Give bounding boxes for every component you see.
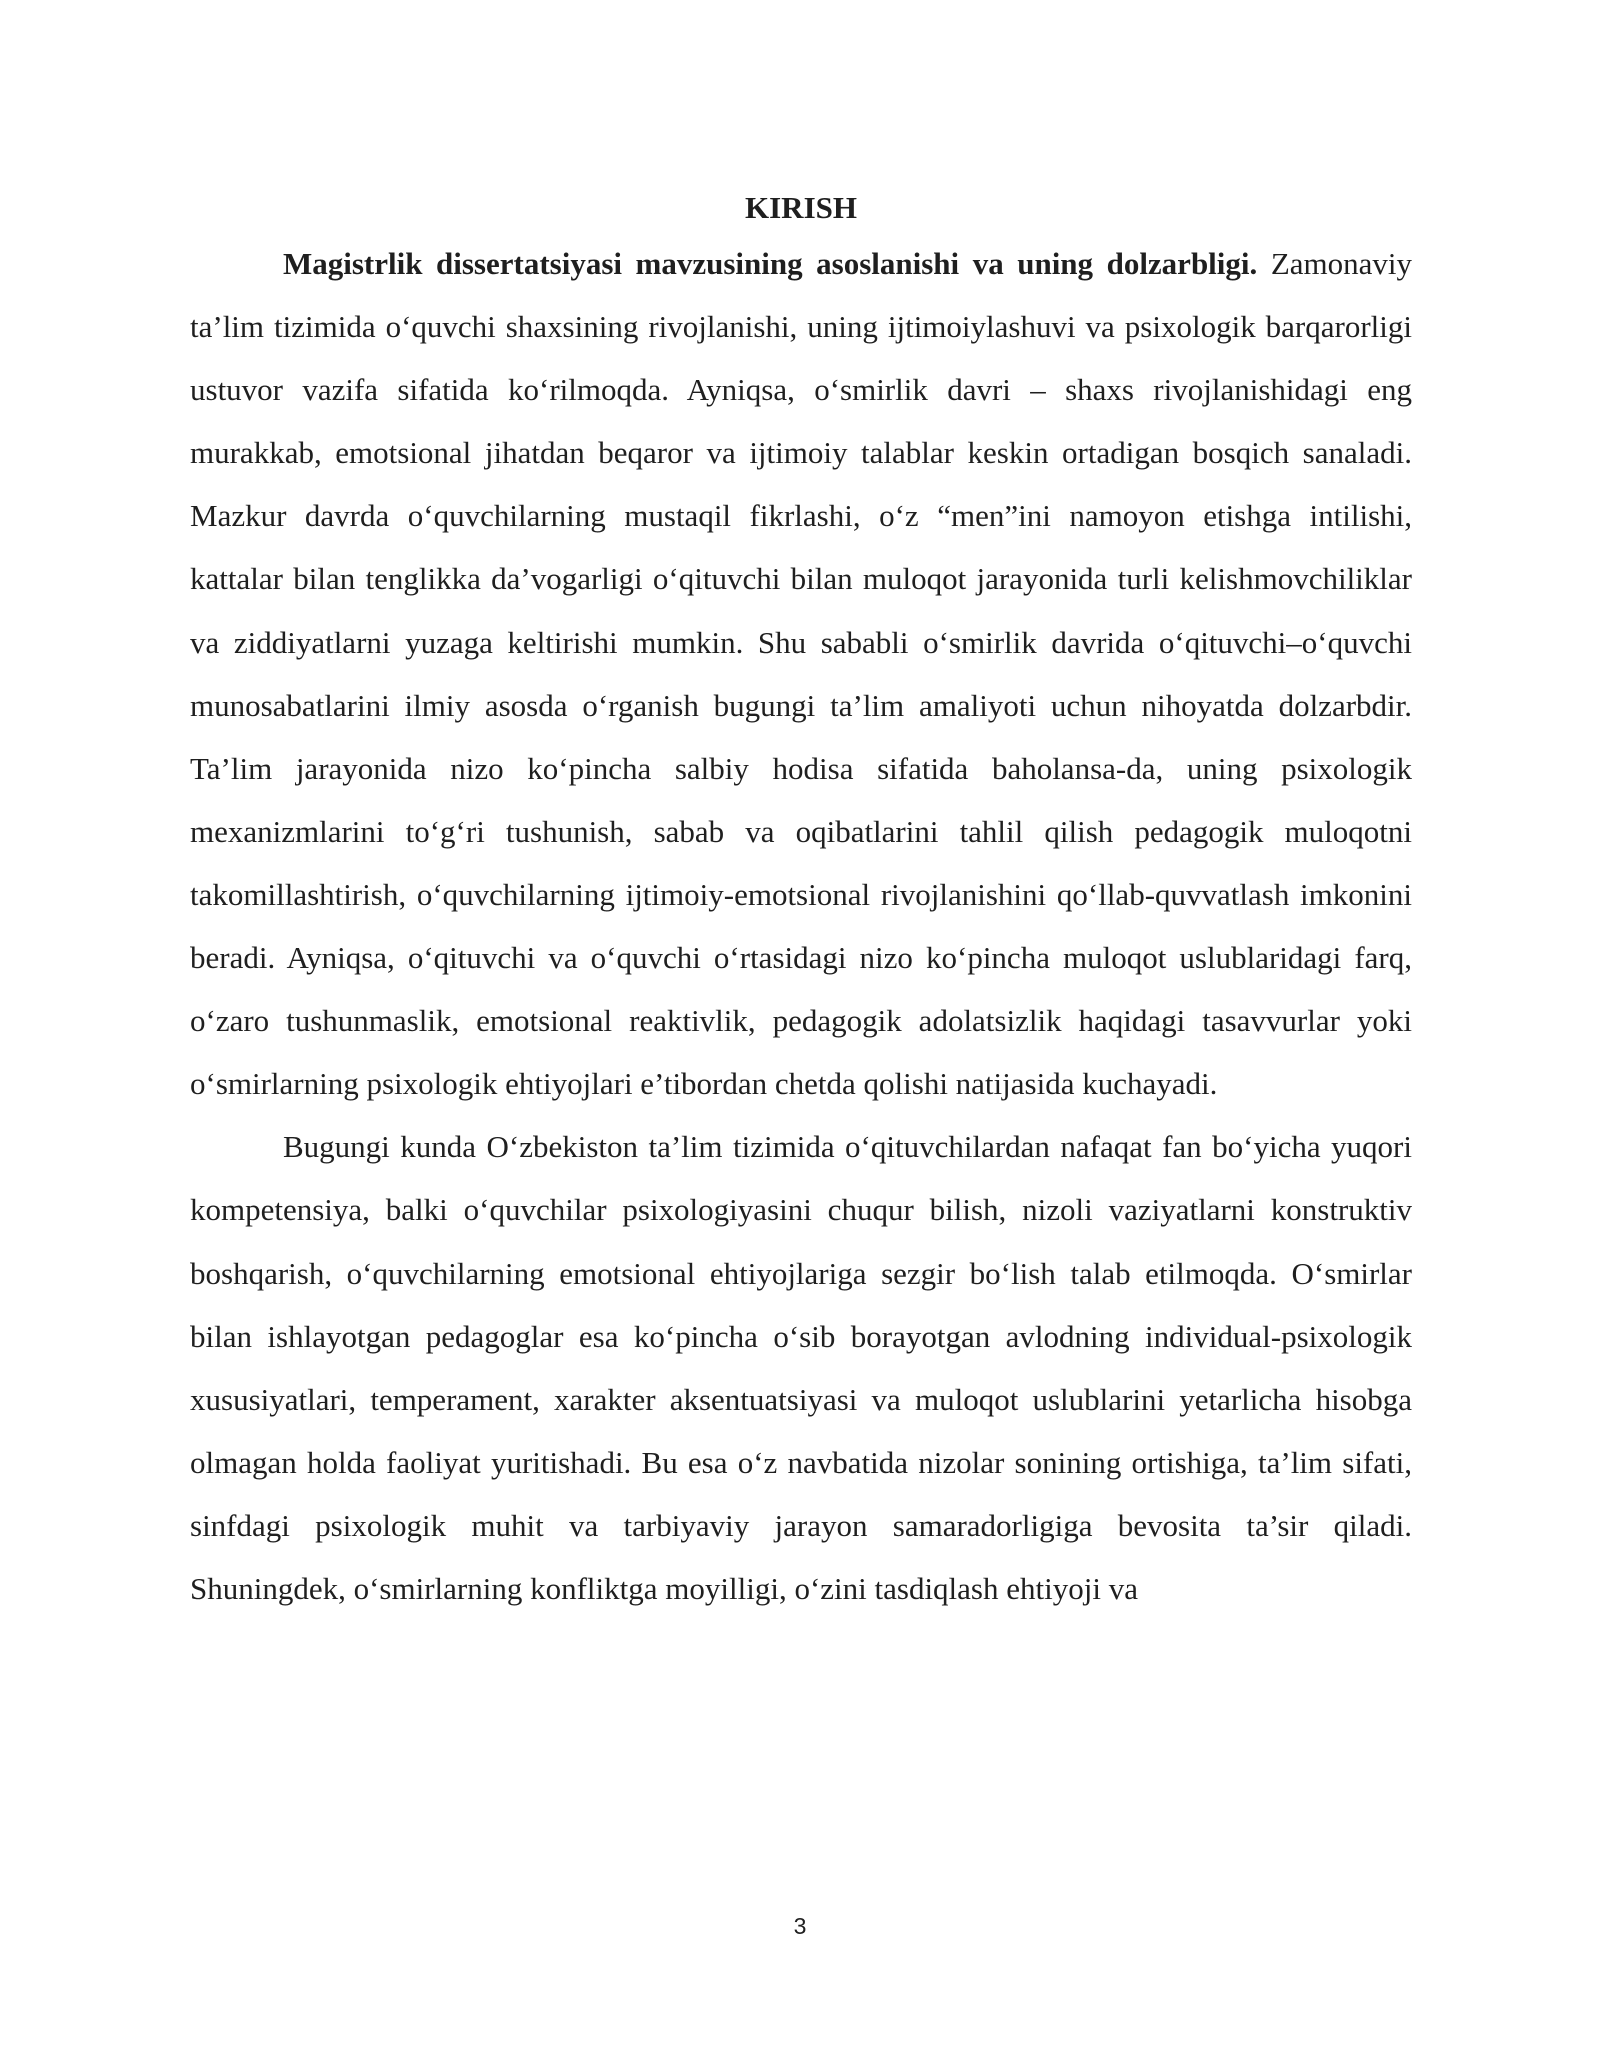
paragraph-2 <box>190 1115 1412 1620</box>
section-heading: KIRISH <box>745 190 857 225</box>
paragraph-2-text: Bugungi kunda O‘zbekiston ta’lim tizimida o‘qituvchilardan nafaqat fan bo‘yicha yuqori kompetensiya, balki o‘quvchilar psixologiyasini chuqur bilish, nizoli vaziyatlarni konstruktiv boshqarish, o‘quvchilarning emotsional ehtiyojlariga sezgir bo‘lish talab etilmoqda. O‘smirlar bilan ishlayotgan pedagoglar esa ko‘pincha o‘sib borayotgan avlodning individual-psixologik xususiyatlari, temperament, xarakter aksentuatsiyasi va muloqot uslublarini yetarlicha hisobga olmagan holda faoliyat yuritishadi. Bu esa o‘z navbatida nizolar sonining ortishiga, ta’lim sifati, sinfdagi psixologik muhit va tarbiyaviy jarayon samaradorligiga bevosita ta’sir qiladi. Shuningdek, o‘smirlarning konfliktga moyilligi, o‘zini tasdiqlash ehtiyoji va <box>190 1129 1412 1606</box>
paragraph-1-lead: Magistrlik dissertatsiyasi mavzusining asoslanishi va uning dolzarbligi. <box>283 246 1258 281</box>
page-content <box>190 188 1412 1620</box>
paragraph-1 <box>190 232 1412 1115</box>
page-number: 3 <box>793 1913 807 1939</box>
paragraph-1-text: Zamonaviy ta’lim tizimida o‘quvchi shaxsining rivojlanishi, uning ijtimoiylashuvi va psixologik barqarorligi ustuvor vazifa sifatida ko‘rilmoqda. Ayniqsa, o‘smirlik davri – shaxs rivojlanishidagi eng murakkab, emotsional jihatdan beqaror va ijtimoiy talablar keskin ortadigan bosqich sanaladi. Mazkur davrda o‘quvchilarning mustaqil fikrlashi, o‘z “men”ini namoyon etishga intilishi, kattalar bilan tenglikka da’vogarligi o‘qituvchi bilan muloqot jarayonida turli kelishmovchiliklar va ziddiyatlarni yuzaga keltirishi mumkin. Shu sababli o‘smirlik davrida o‘qituvchi–o‘quvchi munosabatlarini ilmiy asosda o‘rganish bugungi ta’lim amaliyoti uchun nihoyatda dolzarbdir. Ta’lim jarayonida nizo ko‘pincha salbiy hodisa sifatida baholansa-da, uning psixologik mexanizmlarini to‘g‘ri tushunish, sabab va oqibatlarini tahlil qilish pedagogik muloqotni takomillashtirish, o‘quvchilarning ijtimoiy-emotsional rivojlanishini qo‘llab-quvvatlash imkonini beradi. Ayniqsa, o‘qituvchi va o‘quvchi o‘rtasidagi nizo ko‘pincha muloqot uslublaridagi farq, o‘zaro tushunmaslik, emotsional reaktivlik, pedagogik adolatsizlik haqidagi tasavvurlar yoki o‘smirlarning psixologik ehtiyojlari e’tibordan chetda qolishi natijasida kuchayadi. <box>190 246 1412 1102</box>
